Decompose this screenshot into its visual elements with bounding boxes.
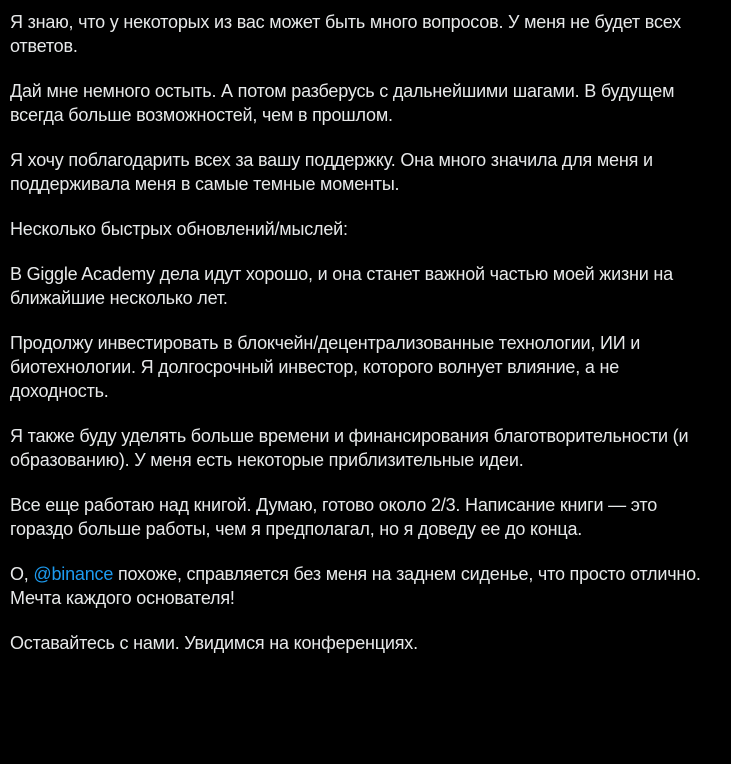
binance-suffix-text: похоже, справляется без меня на заднем сиденье, что просто отлично. Мечта каждого основателя! xyxy=(10,564,701,608)
paragraph-questions: Я знаю, что у некоторых из вас может быть много вопросов. У меня не будет всех ответов. xyxy=(10,12,681,56)
paragraph-thanks: Я хочу поблагодарить всех за вашу поддержку. Она много значила для меня и поддерживала меня в самые темные моменты. xyxy=(10,150,653,194)
paragraph-philanthropy: Я также буду уделять больше времени и финансирования благотворительности (и образованию). У меня есть некоторые приблизительные идеи. xyxy=(10,426,689,470)
paragraph-binance xyxy=(10,562,721,610)
paragraph-book: Все еще работаю над книгой. Думаю, готово около 2/3. Написание книги — это гораздо больше работы, чем я предполагал, но я доведу ее до конца. xyxy=(10,495,657,539)
paragraph-cool-off: Дай мне немного остыть. А потом разберусь с дальнейшими шагами. В будущем всегда больше возможностей, чем в прошлом. xyxy=(10,81,675,125)
binance-prefix-text: О, xyxy=(10,564,34,584)
paragraph-investing: Продолжу инвестировать в блокчейн/децентрализованные технологии, ИИ и биотехнологии. Я долгосрочный инвестор, которого волнует влияние, а не доходность. xyxy=(10,333,641,401)
binance-mention-link[interactable]: @binance xyxy=(33,564,114,584)
paragraph-giggle-academy: В Giggle Academy дела идут хорошо, и она станет важной частью моей жизни на ближайшие несколько лет. xyxy=(10,264,673,308)
paragraph-updates-heading: Несколько быстрых обновлений/мыслей: xyxy=(10,219,348,239)
paragraph-stay-tuned: Оставайтесь с нами. Увидимся на конференциях. xyxy=(10,633,418,653)
